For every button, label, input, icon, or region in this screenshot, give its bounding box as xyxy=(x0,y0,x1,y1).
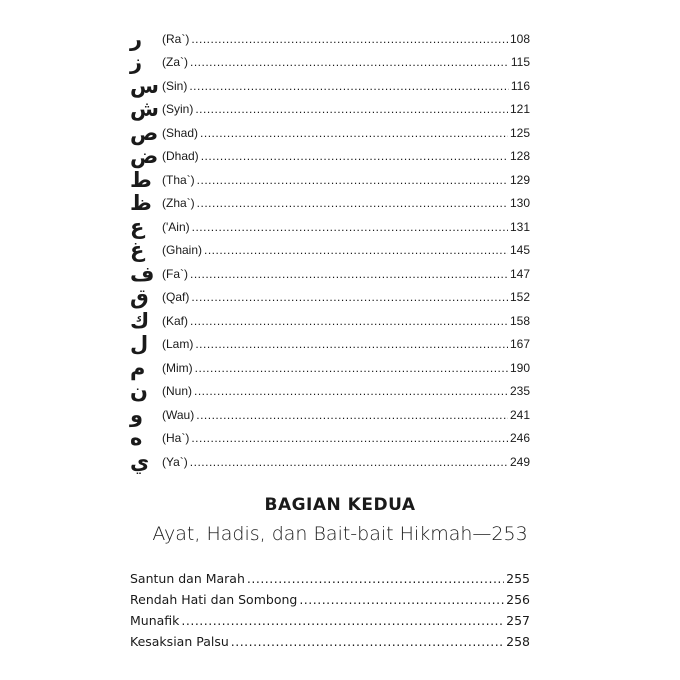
arabic-letter: ك xyxy=(130,308,150,333)
page-number: 131 xyxy=(509,219,530,234)
entry-label: (Dhad) xyxy=(162,149,199,164)
page-number: 246 xyxy=(509,431,530,446)
part-subtitle: Ayat, Hadis, dan Bait-bait Hikmah—253 xyxy=(152,523,528,545)
dot-leader xyxy=(197,196,508,210)
dot-leader xyxy=(201,149,508,163)
entry-label: Rendah Hati dan Sombong xyxy=(130,592,298,607)
toc-entry xyxy=(126,427,530,451)
dot-leader xyxy=(191,290,508,304)
page-number: 147 xyxy=(509,266,530,281)
page-number: 130 xyxy=(509,196,530,211)
dot-leader xyxy=(195,361,508,375)
arabic-letter: ف xyxy=(130,261,155,286)
toc-entry xyxy=(126,286,530,310)
arabic-letter: ظ xyxy=(130,191,152,216)
entry-label: (Qaf) xyxy=(162,290,190,305)
arabic-letter: ن xyxy=(130,379,148,404)
arabic-letter: ع xyxy=(130,214,145,239)
toc-entry xyxy=(126,74,530,98)
arabic-letter: و xyxy=(130,402,144,427)
dot-leader xyxy=(192,220,508,234)
dot-leader xyxy=(299,592,504,607)
page-number: 152 xyxy=(509,290,530,305)
entry-label: ('Ain) xyxy=(162,219,190,234)
page-number: 125 xyxy=(509,125,530,140)
dot-leader xyxy=(190,314,508,328)
toc-entry xyxy=(126,403,530,427)
arabic-letter: س xyxy=(130,73,159,98)
entry-label: (Mim) xyxy=(162,360,193,375)
toc-part-list xyxy=(130,568,530,652)
dot-leader xyxy=(231,634,504,649)
entry-label: (Nun) xyxy=(162,384,193,399)
page-number: 257 xyxy=(506,613,530,628)
page-number: 129 xyxy=(509,172,530,187)
dot-leader xyxy=(191,431,508,445)
page-number: 121 xyxy=(509,102,530,117)
page-number: 145 xyxy=(509,243,530,258)
page-number: 235 xyxy=(509,384,530,399)
toc-entry xyxy=(126,262,530,286)
arabic-letter: ص xyxy=(130,120,159,145)
dot-leader xyxy=(191,32,508,46)
arabic-letter: ض xyxy=(130,144,159,169)
arabic-letter: ط xyxy=(130,167,152,192)
toc-entry xyxy=(126,51,530,75)
entry-label: (Wau) xyxy=(162,407,195,422)
toc-entry xyxy=(126,168,530,192)
arabic-letter: ز xyxy=(130,50,143,75)
page-number: 249 xyxy=(509,454,530,469)
dot-leader xyxy=(190,55,509,69)
part-title: BAGIAN KEDUA xyxy=(264,495,416,515)
page-number: 255 xyxy=(506,571,530,586)
page-number: 116 xyxy=(510,78,530,93)
page-number: 158 xyxy=(509,313,530,328)
arabic-letter: ه xyxy=(130,426,143,451)
arabic-letter: ل xyxy=(130,332,149,357)
arabic-letter: غ xyxy=(130,238,145,263)
page-number: 108 xyxy=(509,31,530,46)
entry-label: (Ghain) xyxy=(162,243,203,258)
arabic-letter: ق xyxy=(130,285,149,310)
toc-entry xyxy=(126,450,530,474)
dot-leader xyxy=(200,126,508,140)
entry-label: (Fa`) xyxy=(162,266,188,281)
toc-entry xyxy=(130,589,530,610)
entry-label: (Shad) xyxy=(162,125,199,140)
entry-label: (Zha`) xyxy=(162,196,195,211)
entry-label: Kesaksian Palsu xyxy=(130,634,229,649)
toc-entry xyxy=(126,309,530,333)
page-number: 167 xyxy=(509,337,530,352)
entry-label: (Ha`) xyxy=(162,431,190,446)
toc-entry xyxy=(126,121,530,145)
toc-letter-list xyxy=(126,27,530,474)
dot-leader xyxy=(190,267,508,281)
toc-entry xyxy=(126,380,530,404)
entry-label: (Ya`) xyxy=(162,454,188,469)
dot-leader xyxy=(189,79,509,93)
toc-entry xyxy=(130,631,530,652)
entry-label: (Lam) xyxy=(162,337,194,352)
entry-label: Munafik xyxy=(130,613,180,628)
toc-entry xyxy=(130,568,530,589)
dot-leader xyxy=(181,613,504,628)
toc-entry xyxy=(130,610,530,631)
toc-entry xyxy=(126,98,530,122)
entry-label: (Tha`) xyxy=(162,172,195,187)
toc-entry xyxy=(126,333,530,357)
entry-label: (Syin) xyxy=(162,102,194,117)
dot-leader xyxy=(196,408,508,422)
arabic-letter: ر xyxy=(130,26,143,51)
dot-leader xyxy=(247,571,504,586)
page-number: 115 xyxy=(510,55,530,70)
page-number: 128 xyxy=(509,149,530,164)
toc-entry xyxy=(126,27,530,51)
entry-label: (Za`) xyxy=(162,55,188,70)
dot-leader xyxy=(204,243,508,257)
page-number: 258 xyxy=(506,634,530,649)
dot-leader xyxy=(190,455,508,469)
entry-label: (Sin) xyxy=(162,78,188,93)
entry-label: (Ra`) xyxy=(162,31,190,46)
toc-entry xyxy=(126,192,530,216)
toc-entry xyxy=(126,356,530,380)
toc-entry xyxy=(126,145,530,169)
page-number: 256 xyxy=(506,592,530,607)
entry-label: Santun dan Marah xyxy=(130,571,245,586)
page-number: 241 xyxy=(509,407,530,422)
arabic-letter: م xyxy=(130,355,146,380)
page-number: 190 xyxy=(509,360,530,375)
dot-leader xyxy=(197,173,508,187)
toc-entry xyxy=(126,215,530,239)
dot-leader xyxy=(194,384,508,398)
dot-leader xyxy=(195,102,508,116)
entry-label: (Kaf) xyxy=(162,313,189,328)
arabic-letter: ي xyxy=(130,449,150,474)
arabic-letter: ش xyxy=(130,97,159,122)
dot-leader xyxy=(195,337,508,351)
toc-entry xyxy=(126,239,530,263)
